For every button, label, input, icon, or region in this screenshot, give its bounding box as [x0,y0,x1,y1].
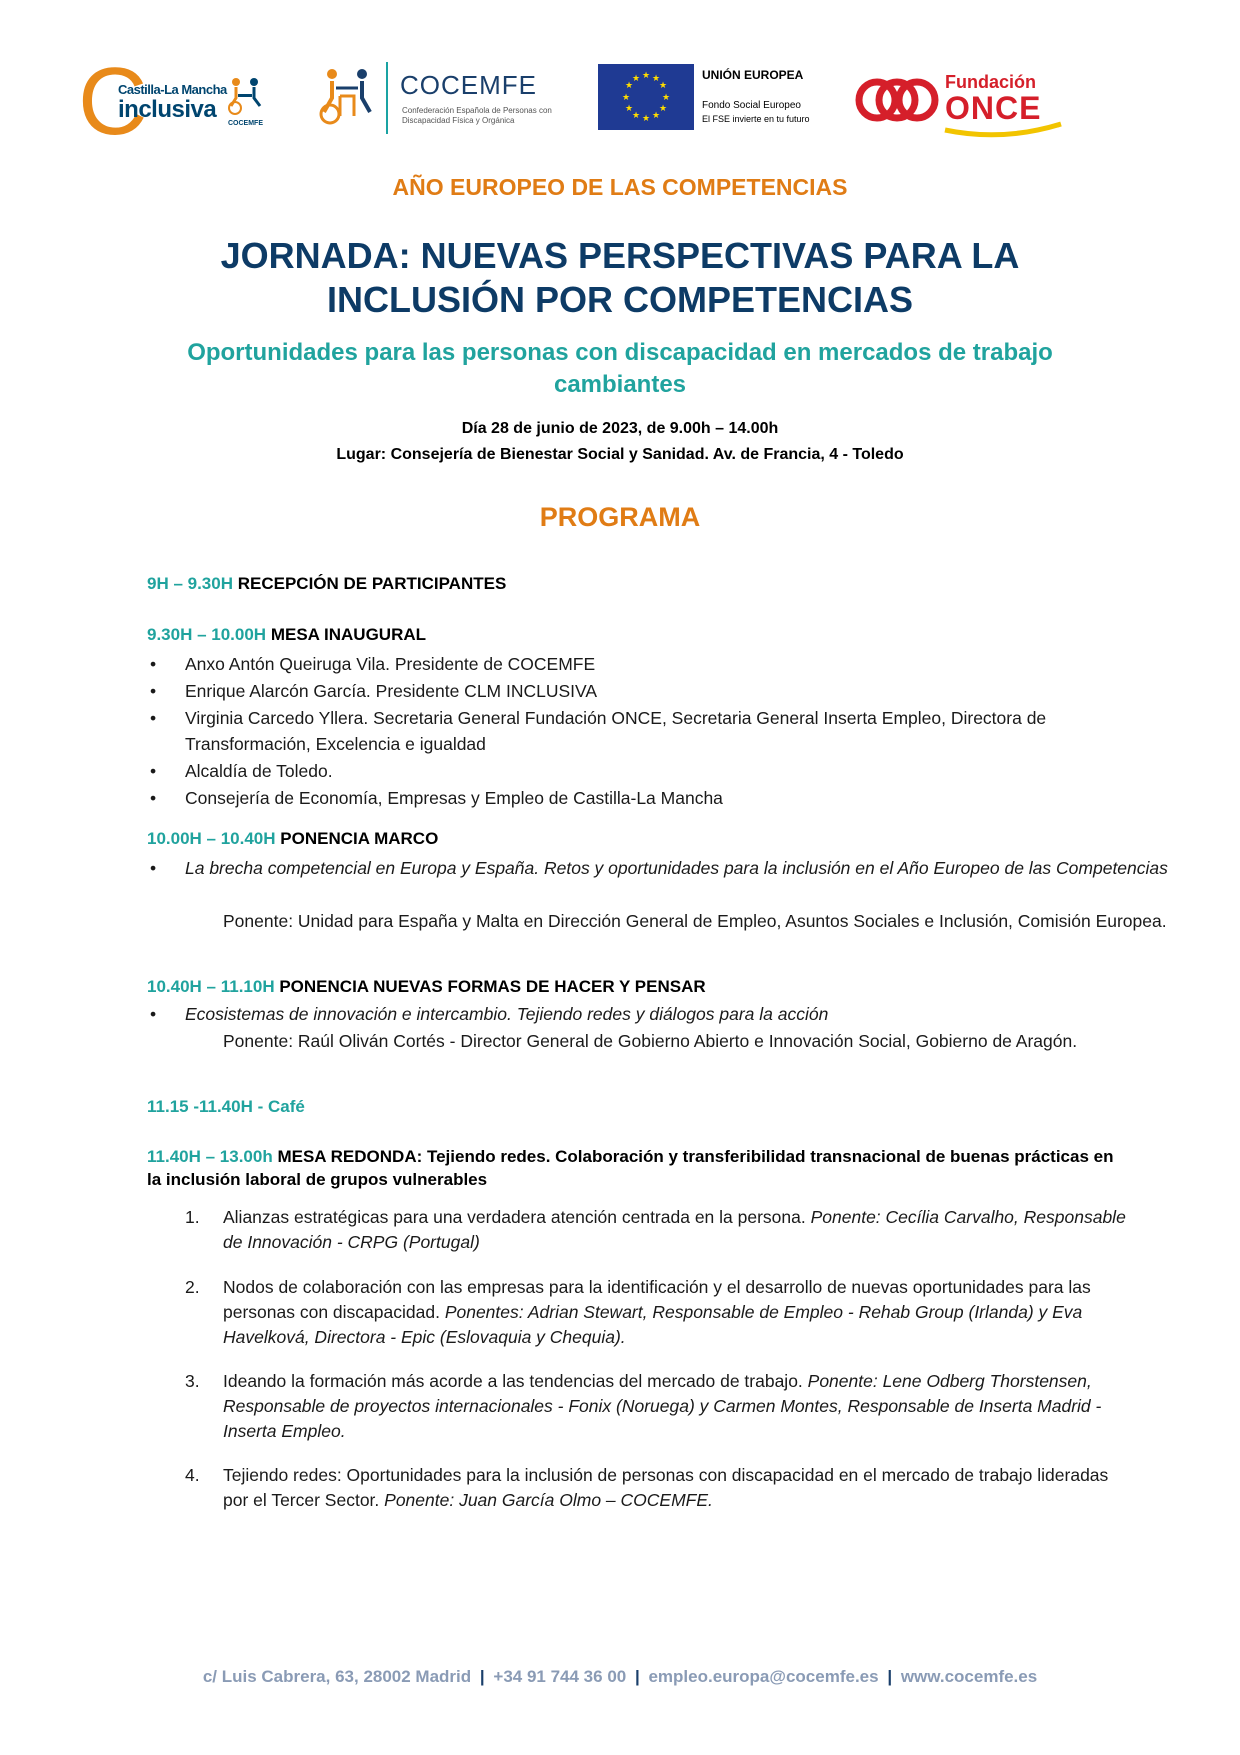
svg-text:★: ★ [658,81,668,91]
footer [0,1667,1240,1687]
cocemfe-subtitle: Confederación Española de Personas con Discapacidad Física y Orgánica [402,106,552,125]
eu-line1: UNIÓN EUROPEA [702,68,804,82]
svg-text:★: ★ [641,71,651,81]
cocemfe-logo [318,62,568,142]
clm-inclusiva-logo [78,48,278,155]
eu-line3: El FSE invierte en tu futuro [702,114,810,124]
cocemfe-name: COCEMFE [400,70,537,100]
ponente-text: Ponente: Raúl Oliván Cortés - Director General de Gobierno Abierto e Innovación Social, Gobierno de Aragón. [223,1031,1078,1051]
once-swoosh-icon [943,120,1063,138]
session-time: 11.40H – 13.00h [147,1147,273,1166]
bullet-icon: • [150,1004,157,1024]
clm-logo-line1: Castilla-La Mancha [118,82,227,97]
footer-phone: +34 91 744 36 00 [493,1667,627,1686]
session-time: 10.40H – 11.10H [147,977,275,996]
session-time: 9.30H – 10.00H [147,625,267,644]
svg-text:★: ★ [658,104,668,114]
eu-flag-icon [598,64,694,130]
bullet-icon: • [150,681,157,701]
footer-address: c/ Luis Cabrera, 63, 28002 Madrid [202,1667,472,1686]
once-line1: Fundación [945,72,1036,92]
bullet-icon: • [150,654,157,674]
clm-logo-small: COCEMFE [228,120,263,127]
clm-c-mark-icon: C [78,48,148,155]
page-title [0,234,1240,322]
event-place: Lugar: Consejería de Bienestar Social y Sanidad. Av. de Francia, 4 - Toledo [336,446,904,463]
event-date: Día 28 de junio de 2023, de 9.00h – 14.00h [461,420,779,437]
footer-email[interactable]: empleo.europa@cocemfe.es [648,1667,879,1686]
once-rings-icon [855,70,939,130]
programa-heading: PROGRAMA [539,502,701,532]
session-time: 9H – 9.30H [147,574,233,593]
svg-text:★: ★ [624,104,634,114]
session-title: MESA REDONDA: Tejiendo redes. Colaboración y transferibilidad transnacional de buenas prácticas en la inclusión laboral de grupos vulnerables [147,1147,1114,1189]
cocemfe-divider [386,62,388,134]
once-line2: ONCE [945,90,1042,126]
svg-text:★: ★ [631,111,641,121]
page-subtitle: Oportunidades para las personas con discapacidad en mercados de trabajo cambiantes [187,339,1053,398]
session-reception [147,572,1127,595]
year-title: AÑO EUROPEO DE LAS COMPETENCIAS [392,174,848,200]
clm-logo-line2: inclusiva [118,96,217,123]
session-mesa-redonda [147,1145,1127,1191]
svg-text:★: ★ [651,111,661,121]
svg-text:★: ★ [624,81,634,91]
session-time: 10.00H – 10.40H [147,829,276,848]
cocemfe-people-icon [318,66,378,126]
session-title: PONENCIA MARCO [275,829,439,848]
logo-bar [0,48,1240,155]
session-time: 11.15 -11.40H - Café [147,1097,305,1116]
svg-text:★: ★ [651,74,661,84]
footer-website[interactable]: www.cocemfe.es [900,1667,1038,1686]
footer-separator: | [634,1667,640,1686]
people-table-icon [228,76,264,116]
title-line1: JORNADA: NUEVAS PERSPECTIVAS PARA LA [220,235,1020,276]
session-title: PONENCIA NUEVAS FORMAS DE HACER Y PENSAR [274,977,706,996]
footer-separator: | [887,1667,893,1686]
svg-text:★: ★ [621,93,631,103]
footer-separator: | [479,1667,485,1686]
bullet-icon: • [150,708,157,728]
bullet-icon: • [150,788,157,808]
session-ponencia-marco [147,827,1127,850]
session-title: MESA INAUGURAL [266,625,427,644]
eu-logo [598,64,828,134]
bullet-icon: • [150,858,157,878]
svg-text:★: ★ [661,93,671,103]
svg-text:★: ★ [631,74,641,84]
eu-line2: Fondo Social Europeo [702,100,801,111]
session-title: RECEPCIÓN DE PARTICIPANTES [233,574,507,593]
session-mesa-inaugural [147,623,1127,646]
session-cafe [147,1095,1127,1118]
svg-text:★: ★ [641,114,651,124]
title-line2: INCLUSIÓN POR COMPETENCIAS [326,279,914,320]
bullet-icon: • [150,761,157,781]
session-nuevas-formas [147,975,1127,998]
ponente-text: Ponente: Unidad para España y Malta en Dirección General de Empleo, Asuntos Sociales e Inclusión, Comisión Europea. [223,911,1167,931]
fundacion-once-logo [855,68,1075,138]
